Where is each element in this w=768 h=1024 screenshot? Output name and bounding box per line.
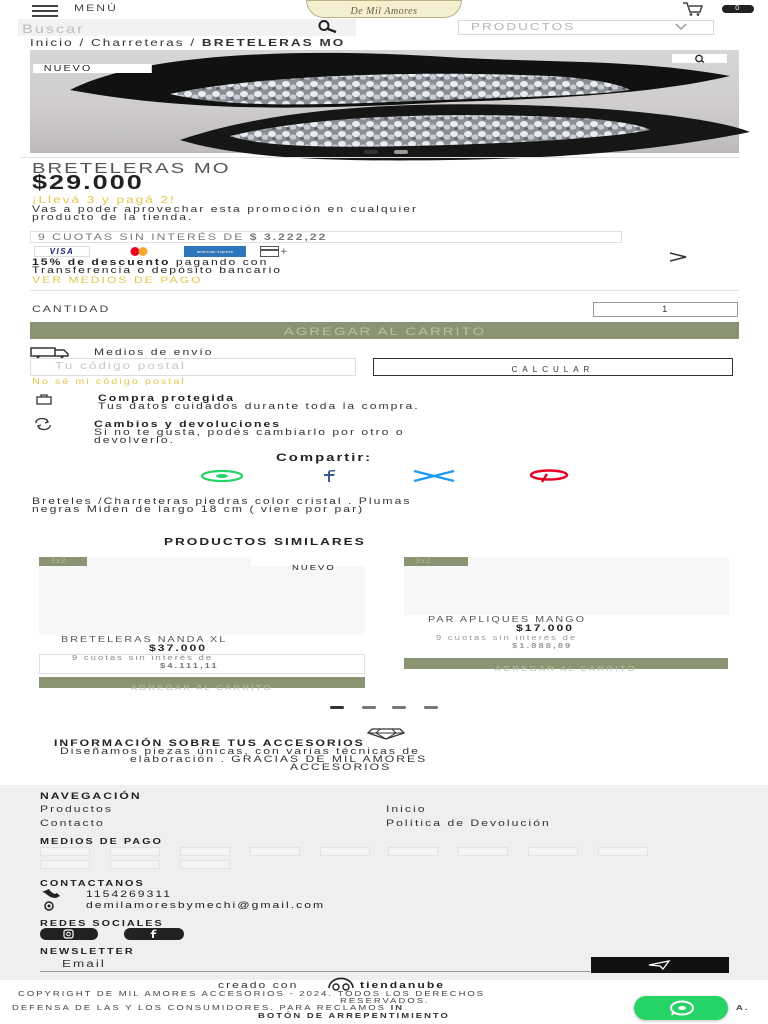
installments-text: 9 cuotas sin interés de xyxy=(72,655,214,662)
pagination-dot[interactable] xyxy=(394,150,408,154)
product-card-price: $37.000 xyxy=(149,643,208,653)
cart-count-badge: 0 xyxy=(722,5,754,13)
protected-purchase-text: Tus datos cuidados durante toda la compra. xyxy=(98,401,420,411)
add-to-cart-button[interactable] xyxy=(30,322,739,339)
similar-products-title: PRODUCTOS SIMILARES xyxy=(164,537,366,548)
add-to-cart-label: AGREGAR AL CARRITO xyxy=(283,326,486,338)
footer-link-home[interactable]: Inicio xyxy=(386,804,427,814)
zoom-button[interactable] xyxy=(672,54,727,63)
pagination-dot[interactable] xyxy=(362,706,376,709)
product-card[interactable] xyxy=(404,557,729,673)
postal-code-input[interactable] xyxy=(30,358,356,376)
shipping-label: Medios de envío xyxy=(94,347,214,357)
info-title: INFORMACIÓN SOBRE TUS ACCESORIOS xyxy=(54,738,365,748)
add-to-cart-button[interactable] xyxy=(404,658,728,673)
footer-link-returns-policy[interactable]: Política de Devolución xyxy=(386,818,551,828)
breadcrumb-current: BRETELERAS MO xyxy=(201,38,346,49)
promo-badge: 3x2 xyxy=(404,557,468,566)
phone-icon xyxy=(40,890,66,900)
payment-method-icon xyxy=(458,847,508,856)
info-text: Diseñamos piezas únicas, con varias técnicas de xyxy=(60,746,420,756)
payment-method-icon xyxy=(110,860,160,869)
menu-label[interactable]: MENÚ xyxy=(74,3,118,13)
newsletter-email-input[interactable] xyxy=(40,958,590,972)
pinterest-share-icon[interactable] xyxy=(528,470,570,482)
facebook-icon[interactable] xyxy=(124,928,184,940)
consumer-defense-end: A. xyxy=(736,1005,750,1012)
pagination-dot-active[interactable] xyxy=(330,706,344,709)
divider xyxy=(20,157,740,158)
info-text: elaboración . GRACIAS DE MIL AMORES xyxy=(130,754,428,764)
whatsapp-floating-button[interactable] xyxy=(634,996,728,1020)
newsletter-placeholder: Email xyxy=(62,959,106,970)
product-card-price: $17.000 xyxy=(516,623,575,633)
payment-method-icon xyxy=(40,860,90,869)
footer-nav-title: NAVEGACIÓN xyxy=(40,791,142,801)
mastercard-logo-icon xyxy=(118,246,164,257)
returns-text: devolverlo. xyxy=(94,435,176,445)
hamburger-icon[interactable] xyxy=(32,5,58,17)
payment-method-icon xyxy=(598,847,648,856)
consumer-defense-label: DEFENSA DE LAS Y LOS CONSUMIDORES. PARA RECLAMOS xyxy=(12,1005,386,1012)
new-badge-label: NUEVO xyxy=(291,565,336,572)
search-icon[interactable] xyxy=(312,20,342,33)
installments-prefix: 9 CUOTAS SIN INTERÉS DE xyxy=(38,232,250,242)
visa-logo-icon: VISA xyxy=(34,246,90,257)
payment-method-icon xyxy=(320,847,370,856)
share-title: Compartir: xyxy=(276,452,373,464)
add-to-cart-label: AGREGAR AL CARRITO xyxy=(130,685,274,692)
chevron-right-icon[interactable] xyxy=(668,251,690,263)
calculate-button[interactable] xyxy=(373,358,733,376)
new-badge: NUEVO xyxy=(33,64,152,73)
promo-text: Vas a poder aprovechar esta promoción en cualquier xyxy=(32,204,419,214)
returns-text: Si no te gusta, podés cambiarlo por otro o xyxy=(94,427,405,437)
footer-payment-title: MEDIOS DE PAGO xyxy=(40,837,163,846)
exchange-icon xyxy=(33,418,53,430)
image-pagination xyxy=(364,150,408,156)
footer-email[interactable]: demilamoresbymechi@gmail.com xyxy=(86,900,326,910)
discount-rest: pagando con xyxy=(170,257,269,267)
tiendanube-logo-icon xyxy=(326,981,356,991)
tiendanube-label: tiendanube xyxy=(360,980,446,990)
promo-title: ¡Llevá 3 y pagá 2! xyxy=(32,195,176,206)
payment-method-icon xyxy=(180,847,230,856)
newsletter-submit-button[interactable] xyxy=(591,957,729,973)
category-select-label: PRODUCTOS xyxy=(471,22,576,33)
pagination-dot[interactable] xyxy=(424,706,438,709)
pagination-dot[interactable] xyxy=(392,706,406,709)
installments-text xyxy=(38,231,327,243)
pagination-dot-active[interactable] xyxy=(364,150,378,154)
whatsapp-icon xyxy=(667,1000,697,1016)
payment-method-icon xyxy=(180,860,230,869)
see-payment-methods-link[interactable]: VER MEDIOS DE PAGO xyxy=(32,275,203,285)
created-with-label: creado con xyxy=(218,980,299,990)
postal-code-placeholder: Tu código postal xyxy=(55,361,186,372)
footer-social-title: REDES SOCIALES xyxy=(40,919,164,928)
discount-bold: 15% de descuento xyxy=(32,257,171,267)
svg-text:+: + xyxy=(280,247,290,257)
breadcrumb-home[interactable]: Inicio xyxy=(30,38,74,49)
truck-icon xyxy=(30,346,74,358)
product-card[interactable] xyxy=(39,557,365,692)
breadcrumb-separator: / xyxy=(184,38,202,49)
promo-text: producto de la tienda. xyxy=(32,212,194,222)
zoom-icon xyxy=(692,54,708,63)
payment-method-icon xyxy=(40,847,90,856)
no-postal-code-link[interactable]: No sé mi código postal xyxy=(32,377,186,386)
add-to-cart-button[interactable] xyxy=(39,677,365,692)
card-icon xyxy=(260,246,290,257)
copyright-text: COPYRIGHT DE MIL AMORES ACCESORIOS - 2024. TODOS LOS DERECHOS xyxy=(18,991,486,998)
new-badge xyxy=(251,557,365,572)
quantity-label: CANTIDAD xyxy=(32,304,111,314)
installments-amount: $4.111,11 xyxy=(160,663,219,670)
breadcrumb xyxy=(30,38,345,49)
breadcrumb-category[interactable]: Charreteras xyxy=(91,38,185,49)
payment-method-icon xyxy=(388,847,438,856)
payment-method-icon xyxy=(528,847,578,856)
quantity-stepper[interactable]: 1 xyxy=(593,302,738,317)
info-text: ACCESORIOS xyxy=(290,762,392,772)
diamond-icon xyxy=(366,727,406,739)
created-with[interactable] xyxy=(218,980,558,991)
regret-button-link[interactable]: BOTÓN DE ARREPENTIMIENTO xyxy=(258,1013,450,1020)
carousel-pagination xyxy=(330,706,440,710)
protected-purchase-title: Compra protegida xyxy=(98,393,236,403)
product-card-name[interactable]: BRETELERAS NANDA XL xyxy=(61,635,228,644)
cart-icon[interactable] xyxy=(682,2,704,16)
footer-link-contact[interactable]: Contacto xyxy=(40,818,105,828)
bag-icon xyxy=(35,393,53,405)
footer-phone[interactable]: 1154269311 xyxy=(86,889,173,899)
payment-method-icons xyxy=(40,847,660,871)
category-select[interactable] xyxy=(458,20,714,35)
payment-method-icon xyxy=(110,847,160,856)
logo-text: De Mil Amores xyxy=(350,6,418,17)
consumer-defense-bold: IN xyxy=(390,1005,405,1012)
footer-newsletter-title: NEWSLETTER xyxy=(40,947,135,956)
product-card-name[interactable]: PAR APLIQUES MANGO xyxy=(428,615,587,624)
footer-link-products[interactable]: Productos xyxy=(40,804,113,814)
product-description: Breteles /Charreteras piedras color cristal . Plumas xyxy=(32,496,412,506)
installments-amount: $1.888,89 xyxy=(512,643,573,650)
copyright-text: RESERVADOS. xyxy=(340,998,430,1005)
search-placeholder: Buscar xyxy=(22,22,85,36)
add-to-cart-label: AGREGAR AL CARRITO xyxy=(494,666,638,673)
send-icon xyxy=(647,960,673,970)
installments-text: 9 cuotas sin interés de xyxy=(436,635,578,642)
x-share-icon[interactable] xyxy=(410,470,458,482)
breadcrumb-separator: / xyxy=(73,38,92,49)
promo-badge: 3x2 xyxy=(39,557,87,566)
product-title: BRETELERAS MO xyxy=(32,160,231,177)
consumer-defense-text[interactable] xyxy=(12,1005,404,1012)
discount-text-line2: Transferencia o depósito bancario xyxy=(32,265,283,275)
email-icon xyxy=(40,901,66,911)
calculate-label: CALCULAR xyxy=(511,365,595,374)
amex-logo-icon: american express xyxy=(184,246,246,257)
search-input[interactable] xyxy=(22,20,312,35)
installments-box xyxy=(39,654,365,674)
chevron-down-icon xyxy=(675,22,687,32)
whatsapp-share-icon[interactable] xyxy=(200,470,244,482)
divider xyxy=(30,290,739,291)
product-description: negras Miden de largo 18 cm ( viene por par) xyxy=(32,504,365,514)
returns-title: Cambios y devoluciones xyxy=(94,419,282,429)
payment-method-icon xyxy=(250,847,300,856)
instagram-icon[interactable] xyxy=(40,928,98,940)
facebook-share-icon[interactable] xyxy=(316,470,342,482)
store-logo[interactable] xyxy=(306,0,462,18)
footer-contact-title: CONTACTANOS xyxy=(40,879,145,888)
installments-amount: $ 3.222,22 xyxy=(249,232,328,242)
product-price: $29.000 xyxy=(32,172,144,194)
